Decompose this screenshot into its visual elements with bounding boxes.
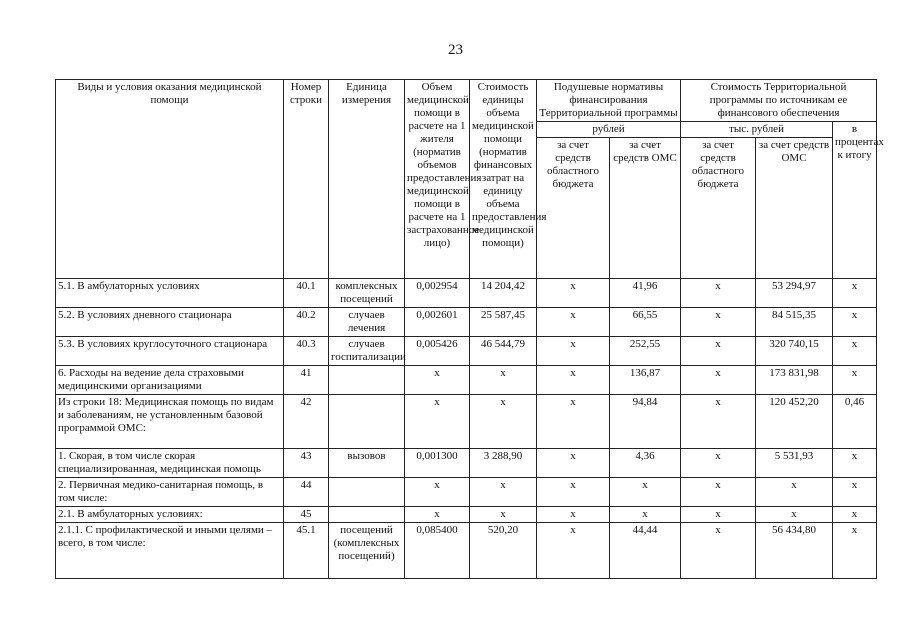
cell-unit [329,478,405,507]
cell-total-oms: 120 452,20 [756,395,833,449]
cell-total-oms: 84 515,35 [756,308,833,337]
cell-total-oms: 173 831,98 [756,366,833,395]
cell-volume: 0,085400 [405,523,470,579]
cell-pc-budget: x [537,308,610,337]
cell-total-budget: x [681,337,756,366]
cell-total-oms: 53 294,97 [756,279,833,308]
cell-row-number: 45.1 [284,523,329,579]
table-row [56,395,877,449]
header-volume: Объем медицинской помощи в расчете на 1 жителя (норматив объемов предоставления медицинской помощи в расчете на 1 застрахованное лицо) [405,80,470,279]
cell-percent: x [833,478,877,507]
cell-total-budget: x [681,308,756,337]
cell-row-number: 40.3 [284,337,329,366]
cell-pc-oms: 44,44 [610,523,681,579]
cell-unit: комплексных посещений [329,279,405,308]
cell-total-budget: x [681,523,756,579]
cost-table [55,79,884,579]
table-row [56,366,877,395]
header-per-capita: Подушевые нормативы финансирования Территориальной программы [537,80,681,122]
cell-row-number: 44 [284,478,329,507]
cell-percent: x [833,337,877,366]
table-row [56,308,877,337]
cell-row-number: 42 [284,395,329,449]
cell-volume: x [405,366,470,395]
table-row [56,449,877,478]
table-row [56,478,877,507]
cell-pc-oms: 252,55 [610,337,681,366]
table-row [56,337,877,366]
header-rubles: рублей [537,122,681,138]
cell-total-budget: x [681,478,756,507]
cell-volume: x [405,478,470,507]
cell-kind: 2.1. В амбулаторных условиях: [56,507,284,523]
header-kind: Виды и условия оказания медицинской помощи [56,80,284,279]
cell-percent: x [833,279,877,308]
cell-percent: 0,46 [833,395,877,449]
cell-volume: 0,002601 [405,308,470,337]
cell-row-number: 41 [284,366,329,395]
cell-volume: 0,001300 [405,449,470,478]
cell-pc-budget: x [537,449,610,478]
cell-unit-cost: x [470,366,537,395]
cell-unit [329,395,405,449]
cell-unit-cost: 14 204,42 [470,279,537,308]
cell-percent: x [833,523,877,579]
header-pc-regional-budget: за счет средств областного бюджета [537,138,610,279]
cell-unit [329,366,405,395]
cell-row-number: 40.2 [284,308,329,337]
cell-kind: 6. Расходы на ведение дела страховыми медицинскими организациями [56,366,284,395]
cell-pc-oms: 41,96 [610,279,681,308]
cell-kind: 2. Первичная медико-санитарная помощь, в том числе: [56,478,284,507]
cell-kind: 1. Скорая, в том числе скорая специализированная, медицинская помощь [56,449,284,478]
header-percent-total: в процентах к итогу [833,122,877,279]
cell-unit-cost: x [470,395,537,449]
cell-pc-oms: x [610,507,681,523]
cell-volume: x [405,395,470,449]
header-row-number: Номер строки [284,80,329,279]
cell-unit: посещений (комплексных посещений) [329,523,405,579]
cell-total-budget: x [681,449,756,478]
cell-pc-budget: x [537,395,610,449]
cell-total-budget: x [681,395,756,449]
cell-pc-oms: 136,87 [610,366,681,395]
cell-pc-oms: 66,55 [610,308,681,337]
cell-pc-budget: x [537,478,610,507]
cell-row-number: 45 [284,507,329,523]
cell-pc-budget: x [537,366,610,395]
cell-unit-cost: x [470,478,537,507]
cell-pc-oms: 94,84 [610,395,681,449]
cell-unit [329,507,405,523]
cell-percent: x [833,366,877,395]
header-total-regional-budget: за счет средств областного бюджета [681,138,756,279]
header-pc-oms: за счет средств ОМС [610,138,681,279]
cell-unit-cost: 25 587,45 [470,308,537,337]
cell-unit: случаев госпитализации [329,337,405,366]
cell-unit-cost: 520,20 [470,523,537,579]
cell-total-budget: x [681,366,756,395]
cell-kind: 5.1. В амбулаторных условиях [56,279,284,308]
header-unit-cost: Стоимость единицы объема медицинской помощи (норматив финансовых затрат на единицу объема предоставления медицинской помощи) [470,80,537,279]
cell-total-oms: x [756,507,833,523]
cell-pc-oms: x [610,478,681,507]
cell-percent: x [833,308,877,337]
cell-pc-oms: 4,36 [610,449,681,478]
cell-unit: случаев лечения [329,308,405,337]
cell-kind: 5.3. В условиях круглосуточного стационара [56,337,284,366]
cell-unit-cost: 46 544,79 [470,337,537,366]
page-number: 23 [448,42,463,58]
cell-unit-cost: 3 288,90 [470,449,537,478]
cell-kind: 5.2. В условиях дневного стационара [56,308,284,337]
cell-kind: 2.1.1. С профилактической и иными целями – всего, в том числе: [56,523,284,579]
header-total-oms: за счет средств ОМС [756,138,833,279]
cell-row-number: 43 [284,449,329,478]
header-program-cost: Стоимость Территориальной программы по источникам ее финансового обеспечения [681,80,877,122]
cell-pc-budget: x [537,507,610,523]
cell-row-number: 40.1 [284,279,329,308]
cell-volume: 0,005426 [405,337,470,366]
table-row [56,523,877,579]
table-row [56,279,877,308]
cell-pc-budget: x [537,279,610,308]
cell-total-oms: 56 434,80 [756,523,833,579]
table-row [56,507,877,523]
cell-total-budget: x [681,507,756,523]
cell-total-oms: 320 740,15 [756,337,833,366]
cell-kind: Из строки 18: Медицинская помощь по видам и заболеваниям, не установленным базовой программой ОМС: [56,395,284,449]
cell-pc-budget: x [537,337,610,366]
cell-percent: x [833,449,877,478]
cell-total-oms: x [756,478,833,507]
cell-volume: 0,002954 [405,279,470,308]
cell-unit: вызовов [329,449,405,478]
cell-total-oms: 5 531,93 [756,449,833,478]
cell-percent: x [833,507,877,523]
cell-volume: x [405,507,470,523]
header-thousand-rubles: тыс. рублей [681,122,833,138]
cell-total-budget: x [681,279,756,308]
header-unit: Единица измерения [329,80,405,279]
cell-pc-budget: x [537,523,610,579]
cell-unit-cost: x [470,507,537,523]
